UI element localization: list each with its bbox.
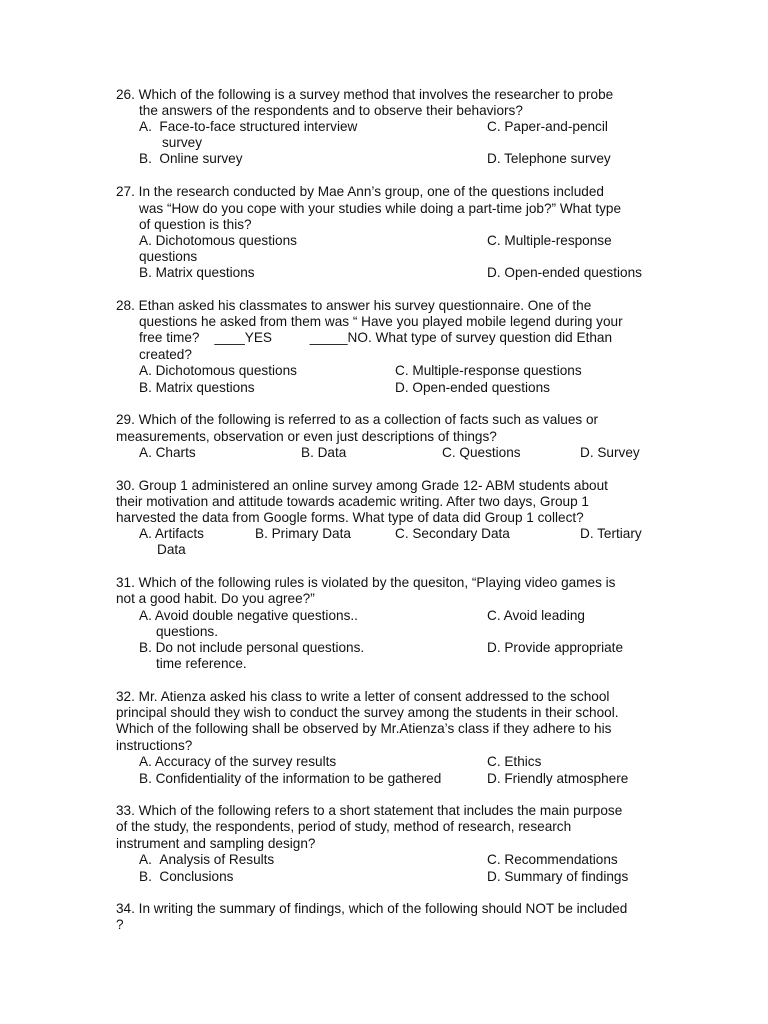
choice-d: D. Friendly atmosphere	[487, 771, 629, 786]
question-stem-line: 29. Which of the following is referred to as a collection of facts such as values or	[116, 412, 599, 427]
choice-d: D. Open-ended questions	[395, 380, 550, 395]
choice-d-continued: Data	[157, 542, 186, 557]
choice-c-continued: questions.	[156, 624, 218, 639]
question-stem-line: created?	[139, 347, 192, 362]
question-stem-line: free time? ____YES _____NO. What type of survey question did Ethan	[139, 330, 613, 345]
question-stem-line: 27. In the research conducted by Mae Ann’s group, one of the questions included	[116, 184, 604, 199]
question-stem-line: 32. Mr. Atienza asked his class to write a letter of consent addressed to the school	[116, 689, 610, 704]
choice-d: D. Provide appropriate	[487, 640, 624, 655]
choice-a: A. Dichotomous questions	[139, 233, 297, 248]
choice-b: B. Data	[301, 445, 347, 460]
question-stem-line: instrument and sampling design?	[116, 836, 316, 851]
choice-a: A. Accuracy of the survey results	[139, 754, 337, 769]
choice-c: C. Ethics	[487, 754, 542, 769]
question-stem-line: not a good habit. Do you agree?”	[116, 591, 315, 606]
choice-a: A. Dichotomous questions	[139, 363, 297, 378]
choice-c: C. Questions	[442, 445, 521, 460]
choice-b: B. Confidentiality of the information to be gathered	[139, 771, 442, 786]
choice-a: A. Analysis of Results	[139, 852, 275, 867]
question-stem-line: 33. Which of the following refers to a short statement that includes the main purpose	[116, 803, 623, 818]
choice-b: B. Matrix questions	[139, 380, 255, 395]
question-stem-line: of question is this?	[139, 217, 252, 232]
choice-d-continued: time reference.	[156, 656, 247, 671]
choice-a: A. Avoid double negative questions..	[139, 608, 358, 623]
choice-b: B. Conclusions	[139, 869, 234, 884]
question-stem-line: their motivation and attitude towards academic writing. After two days, Group 1	[116, 494, 589, 509]
choice-b: B. Do not include personal questions.	[139, 640, 365, 655]
question-stem-line: 34. In writing the summary of findings, which of the following should NOT be included	[116, 901, 628, 916]
question-stem-line: was “How do you cope with your studies while doing a part-time job?” What type	[139, 201, 622, 216]
question-stem-line: ?	[116, 917, 124, 932]
question-stem-line: 31. Which of the following rules is violated by the quesiton, “Playing video games is	[116, 575, 616, 590]
question-stem-line: principal should they wish to conduct the survey among the students in their school.	[116, 705, 619, 720]
choice-d: D. Open-ended questions	[487, 265, 642, 280]
question-stem-line: 30. Group 1 administered an online survey among Grade 12- ABM students about	[116, 478, 608, 493]
choice-d: D. Telephone survey	[487, 151, 611, 166]
choice-c: C. Multiple-response questions	[395, 363, 582, 378]
choice-c: C. Paper-and-pencil	[487, 119, 608, 134]
question-stem-line: the answers of the respondents and to observe their behaviors?	[139, 103, 523, 118]
choice-a: A. Artifacts	[139, 526, 204, 541]
choice-d: D. Summary of findings	[487, 869, 629, 884]
choice-b: B. Matrix questions	[139, 265, 255, 280]
choice-a-continued: survey	[162, 135, 203, 150]
question-stem-line: Which of the following shall be observed by Mr.Atienza’s class if they adhere to his	[116, 721, 612, 736]
choice-c: C. Secondary Data	[395, 526, 510, 541]
choice-c: C. Multiple-response	[487, 233, 612, 248]
choice-b: B. Primary Data	[255, 526, 351, 541]
question-stem-line: 28. Ethan asked his classmates to answer his survey questionnaire. One of the	[116, 298, 592, 313]
question-stem-line: harvested the data from Google forms. What type of data did Group 1 collect?	[116, 510, 584, 525]
choice-c-continued: questions	[139, 249, 198, 264]
choice-a: A. Charts	[139, 445, 196, 460]
question-stem-line: instructions?	[116, 738, 193, 753]
choice-c: C. Avoid leading	[487, 608, 585, 623]
choice-b: B. Online survey	[139, 151, 243, 166]
choice-d: D. Tertiary	[580, 526, 642, 541]
question-stem-line: measurements, observation or even just descriptions of things?	[116, 429, 497, 444]
question-stem-line: of the study, the respondents, period of study, method of research, research	[116, 819, 572, 834]
choice-a: A. Face-to-face structured interview	[139, 119, 358, 134]
choice-c: C. Recommendations	[487, 852, 618, 867]
question-stem-line: questions he asked from them was “ Have you played mobile legend during your	[139, 314, 623, 329]
question-stem-line: 26. Which of the following is a survey method that involves the researcher to probe	[116, 87, 614, 102]
choice-d: D. Survey	[580, 445, 640, 460]
